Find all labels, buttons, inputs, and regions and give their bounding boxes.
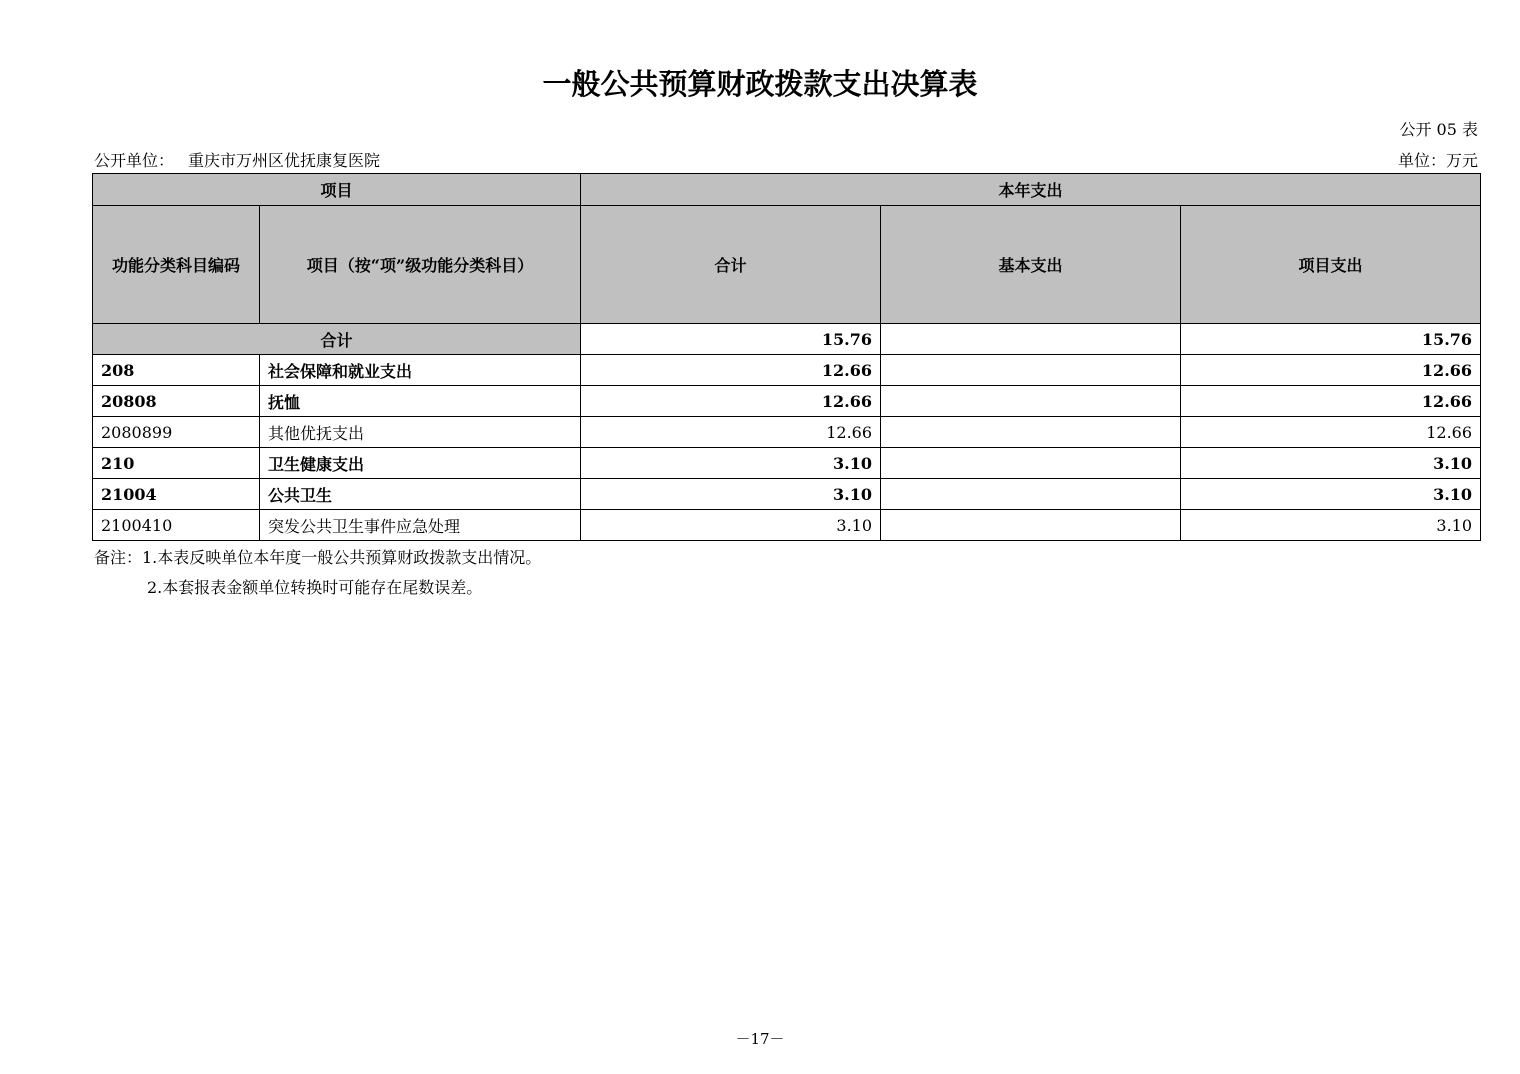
row-code: 210 [93, 448, 260, 479]
total-basic [881, 324, 1181, 355]
page-number: －17－ [735, 1030, 785, 1048]
reporting-unit-label: 公开单位： [94, 151, 175, 170]
table-row [93, 386, 1481, 417]
row-total: 3.10 [581, 448, 881, 479]
page-title: 一般公共预算财政拨款支出决算表 [542, 67, 978, 101]
table-row [93, 417, 1481, 448]
row-total: 3.10 [581, 510, 881, 541]
row-code: 208 [93, 355, 260, 386]
header-project: 项目 [93, 174, 581, 206]
form-number: 公开 05 表 [1399, 120, 1478, 139]
row-name: 卫生健康支出 [260, 448, 581, 479]
header-item-name: 项目（按“项”级功能分类科目） [260, 206, 581, 324]
total-row [93, 324, 1481, 355]
row-name: 社会保障和就业支出 [260, 355, 581, 386]
header-project-expense: 项目支出 [1181, 206, 1481, 324]
reporting-unit-name: 重庆市万州区优抚康复医院 [188, 151, 381, 170]
row-total: 12.66 [581, 355, 881, 386]
row-total: 3.10 [581, 479, 881, 510]
row-name: 突发公共卫生事件应急处理 [260, 510, 581, 541]
row-project: 3.10 [1181, 448, 1481, 479]
row-name: 抚恤 [260, 386, 581, 417]
row-project: 12.66 [1181, 355, 1481, 386]
header-code: 功能分类科目编码 [93, 206, 260, 324]
expense-table [92, 173, 1481, 541]
header-current-year-expense: 本年支出 [581, 174, 1481, 206]
row-code: 20808 [93, 386, 260, 417]
row-code: 2080899 [93, 417, 260, 448]
row-basic [881, 448, 1181, 479]
row-name: 其他优抚支出 [260, 417, 581, 448]
currency-unit: 单位：万元 [1397, 151, 1478, 170]
row-project: 12.66 [1181, 386, 1481, 417]
row-code: 2100410 [93, 510, 260, 541]
total-project: 15.76 [1181, 324, 1481, 355]
row-project: 3.10 [1181, 479, 1481, 510]
row-name: 公共卫生 [260, 479, 581, 510]
remark-line-1: 备注：1.本表反映单位本年度一般公共预算财政拨款支出情况。 [94, 548, 542, 567]
header-row-2 [93, 206, 1481, 324]
row-total: 12.66 [581, 417, 881, 448]
row-total: 12.66 [581, 386, 881, 417]
reporting-unit [94, 148, 380, 171]
row-basic [881, 510, 1181, 541]
table-row [93, 448, 1481, 479]
row-basic [881, 386, 1181, 417]
header-basic: 基本支出 [881, 206, 1181, 324]
total-amount: 15.76 [581, 324, 881, 355]
row-basic [881, 417, 1181, 448]
row-basic [881, 355, 1181, 386]
remark-line-2: 2.本套报表金额单位转换时可能存在尾数误差。 [147, 578, 483, 597]
total-label: 合计 [93, 324, 581, 355]
row-project: 12.66 [1181, 417, 1481, 448]
header-row-1 [93, 174, 1481, 206]
row-project: 3.10 [1181, 510, 1481, 541]
header-total: 合计 [581, 206, 881, 324]
table-row [93, 479, 1481, 510]
row-basic [881, 479, 1181, 510]
row-code: 21004 [93, 479, 260, 510]
remarks [94, 543, 541, 603]
table-row [93, 510, 1481, 541]
table-row [93, 355, 1481, 386]
